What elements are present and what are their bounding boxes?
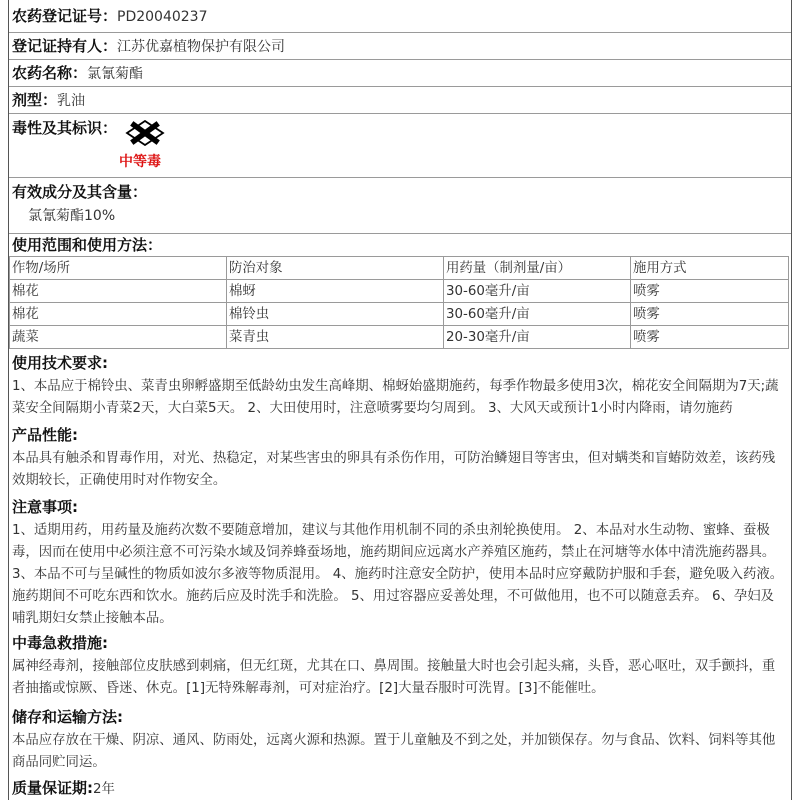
precautions-heading: 注意事项: (12, 498, 78, 516)
registration-number-row (9, 0, 791, 33)
registration-holder-label: 登记证持有人： (12, 37, 118, 55)
ingredient-row (9, 178, 791, 234)
table-row (10, 280, 789, 303)
table-cell-method: 喷雾 (631, 326, 789, 349)
warranty-label: 质量保证期: (12, 779, 93, 797)
table-row (10, 326, 789, 349)
column-header-method: 施用方式 (631, 257, 789, 280)
table-cell-target: 菜青虫 (227, 326, 444, 349)
column-header-dosage: 用药量（制剂量/亩） (444, 257, 631, 280)
table-cell-dosage: 30-60毫升/亩 (444, 280, 631, 303)
table-cell-crop: 蔬菜 (10, 326, 227, 349)
technical-heading: 使用技术要求: (12, 354, 108, 372)
table-cell-method: 喷雾 (631, 280, 789, 303)
usage-table (9, 256, 789, 349)
table-cell-target: 棉蚜 (227, 280, 444, 303)
table-cell-target: 棉铃虫 (227, 303, 444, 326)
pesticide-name-value: 氯氰菊酯 (87, 66, 144, 82)
table-cell-crop: 棉花 (10, 280, 227, 303)
formulation-value: 乳油 (57, 93, 86, 109)
performance-heading: 产品性能: (12, 426, 78, 444)
formulation-row (9, 87, 791, 114)
warranty-value: 2年 (93, 782, 115, 797)
storage-heading: 储存和运输方法: (12, 708, 123, 726)
table-cell-crop: 棉花 (10, 303, 227, 326)
technical-text: 1、本品应于棉铃虫、菜青虫卵孵盛期至低龄幼虫发生高峰期、棉蚜始盛期施药，每季作物最多使用3次，棉花安全间隔期为7天;蔬菜安全间隔期小青菜2天，大白菜5天。 2、大田使用时，注意喷雾要均匀周到。 3、大风天或预计1小时内降雨，请勿施药 (12, 379, 779, 416)
moderate-toxicity-icon (125, 120, 165, 146)
registration-number-value: PD20040237 (117, 9, 208, 25)
column-header-target: 防治对象 (227, 257, 444, 280)
precautions-text: 1、适期用药，用药量及施药次数不要随意增加，建议与其他作用机制不同的杀虫剂轮换使用。 2、本品对水生动物、蜜蜂、蚕极毒，因而在使用中必须注意不可污染水域及饲养蜂蚕场地，施药期间应远离水产养殖区施药，禁止在河塘等水体中清洗施药器具。 3、本品不可与呈碱性的物质如波尔多液等物质混用。 4、施药时注意安全防护，使用本品时应穿戴防护服和手套，避免吸入药液。施药期间不可吃东西和饮水。施药后应及时洗手和洗脸。 5、用过容器应妥善处理，不可做他用，也不可以随意丢弃。 6、孕妇及哺乳期妇女禁止接触本品。 (12, 523, 784, 626)
pesticide-name-row (9, 60, 791, 87)
registration-number-label: 农药登记证号： (12, 7, 118, 25)
pesticide-name-label: 农药名称： (12, 64, 88, 82)
registration-holder-value: 江苏优嘉植物保护有限公司 (117, 39, 286, 55)
warranty-row (12, 777, 115, 801)
pesticide-label-document (8, 0, 792, 800)
table-cell-dosage: 20-30毫升/亩 (444, 326, 631, 349)
table-header-row (10, 257, 789, 280)
toxicity-label: 毒性及其标识： (12, 119, 118, 137)
ingredient-label: 有效成分及其含量： (12, 183, 148, 201)
table-cell-method: 喷雾 (631, 303, 789, 326)
table-cell-dosage: 30-60毫升/亩 (444, 303, 631, 326)
storage-text: 本品应存放在干燥、阴凉、通风、防雨处，远离火源和热源。置于儿童触及不到之处，并加锁保存。勿与食品、饮料、饲料等其他商品同贮同运。 (12, 733, 776, 770)
ingredient-value: 氯氰菊酯10% (28, 208, 116, 224)
registration-holder-row (9, 33, 791, 60)
formulation-label: 剂型： (12, 91, 58, 109)
usage-heading: 使用范围和使用方法： (12, 236, 163, 254)
table-row (10, 303, 789, 326)
column-header-crop: 作物/场所 (10, 257, 227, 280)
toxicity-value: 中等毒 (119, 154, 161, 170)
first-aid-heading: 中毒急救措施: (12, 634, 108, 652)
first-aid-text: 属神经毒剂，接触部位皮肤感到刺痛，但无红斑，尤其在口、鼻周围。接触量大时也会引起头痛，头昏，恶心呕吐，双手颤抖，重者抽搐或惊厥、昏迷、休克。[1]无特殊解毒剂，可对症治疗。[2]大量吞服时可洗胃。[3]不能催吐。 (12, 659, 776, 696)
performance-text: 本品具有触杀和胃毒作用，对光、热稳定，对某些害虫的卵具有杀伤作用，可防治鳞翅目等害虫，但对螨类和盲蝽防效差，该药残效期较长，正确使用时对作物安全。 (12, 451, 776, 488)
toxicity-row (9, 114, 791, 178)
